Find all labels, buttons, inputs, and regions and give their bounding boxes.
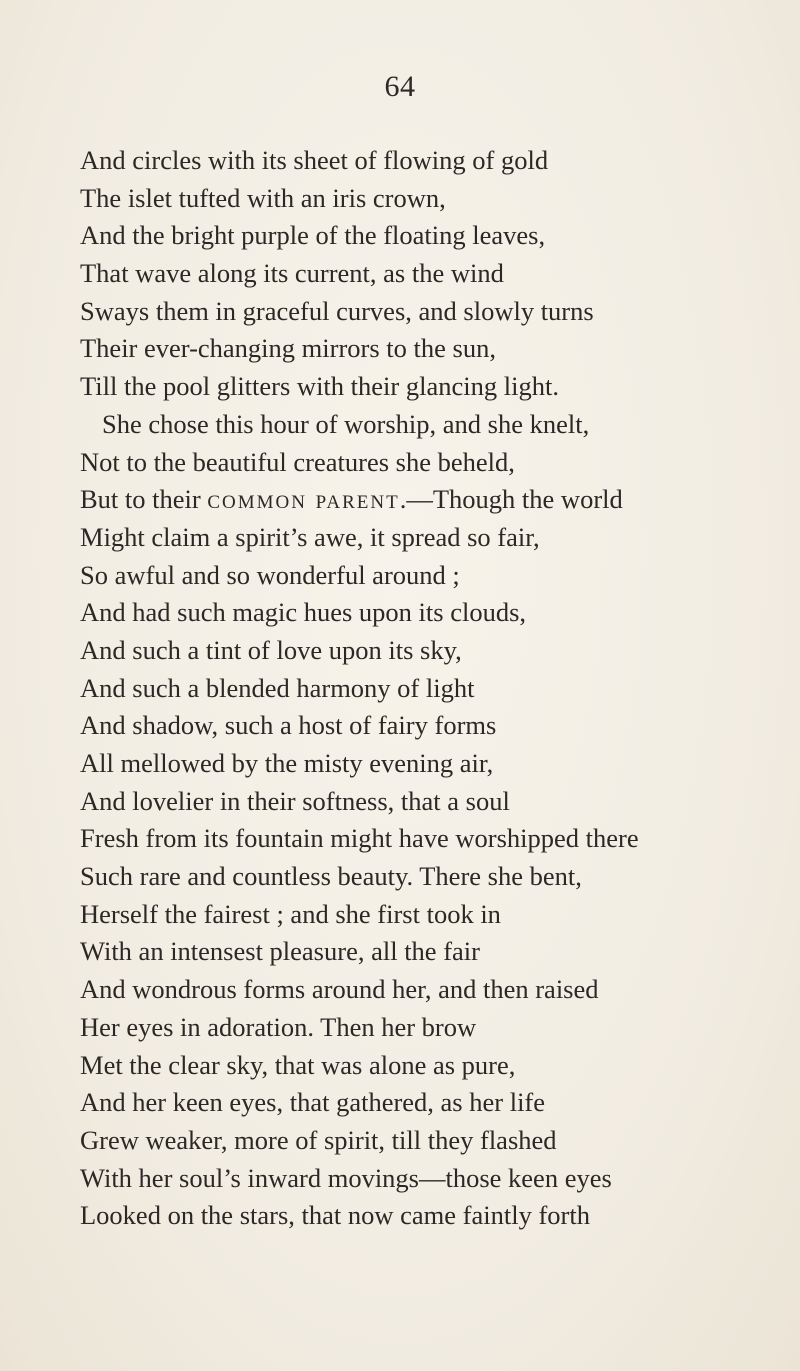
poem-line: All mellowed by the misty evening air, bbox=[80, 748, 494, 778]
line-text: .—Though the world bbox=[399, 484, 623, 515]
page-number: 64 bbox=[384, 70, 416, 103]
poem-text bbox=[80, 142, 790, 1235]
poem-line: And lovelier in their softness, that a soul bbox=[80, 785, 510, 816]
poem-line: Not to the beautiful creatures she beheld, bbox=[80, 446, 515, 477]
poem-line: Might claim a spirit’s awe, it spread so fair, bbox=[80, 521, 540, 552]
poem-line bbox=[80, 481, 790, 519]
poem-line: Sways them in graceful curves, and slowly turns bbox=[80, 295, 594, 326]
poem-line: And such a tint of love upon its sky, bbox=[80, 634, 462, 665]
poem-line: And wondrous forms around her, and then raised bbox=[80, 974, 599, 1005]
poem-line: Their ever-changing mirrors to the sun, bbox=[80, 333, 496, 364]
poem-line: Fresh from its fountain might have worshipped there bbox=[80, 823, 639, 854]
poem-line: And shadow, such a host of fairy forms bbox=[80, 710, 497, 741]
poem-line: Her eyes in adoration. Then her brow bbox=[80, 1011, 477, 1042]
poem-line: And the bright purple of the floating leaves, bbox=[80, 220, 546, 251]
poem-line: And her keen eyes, that gathered, as her life bbox=[80, 1087, 546, 1118]
poem-line: With an intensest pleasure, all the fair bbox=[80, 936, 480, 967]
small-caps-text: common parent bbox=[207, 484, 400, 515]
poem-line: So awful and so wonderful around ; bbox=[80, 559, 460, 590]
poem-line: And such a blended harmony of light bbox=[80, 672, 475, 703]
poem-line: Looked on the stars, that now came faintly forth bbox=[80, 1200, 590, 1231]
poem-line: That wave along its current, as the wind bbox=[80, 258, 504, 289]
poem-line: Grew weaker, more of spirit, till they flashed bbox=[80, 1124, 557, 1155]
poem-line: And had such magic hues upon its clouds, bbox=[80, 597, 527, 628]
poem-line: She chose this hour of worship, and she knelt, bbox=[102, 408, 590, 439]
poem-line: Such rare and countless beauty. There she bent, bbox=[80, 861, 582, 892]
poem-line: The islet tufted with an iris crown, bbox=[80, 182, 446, 213]
poem-line: Met the clear sky, that was alone as pure, bbox=[80, 1049, 516, 1080]
poem-line: And circles with its sheet of flowing of gold bbox=[80, 145, 549, 175]
poem-line: Till the pool glitters with their glancing light. bbox=[80, 371, 559, 402]
poem-line: Herself the fairest ; and she first took in bbox=[80, 898, 501, 929]
line-text: But to their bbox=[80, 484, 208, 515]
poem-line: With her soul’s inward movings—those keen eyes bbox=[80, 1162, 612, 1193]
